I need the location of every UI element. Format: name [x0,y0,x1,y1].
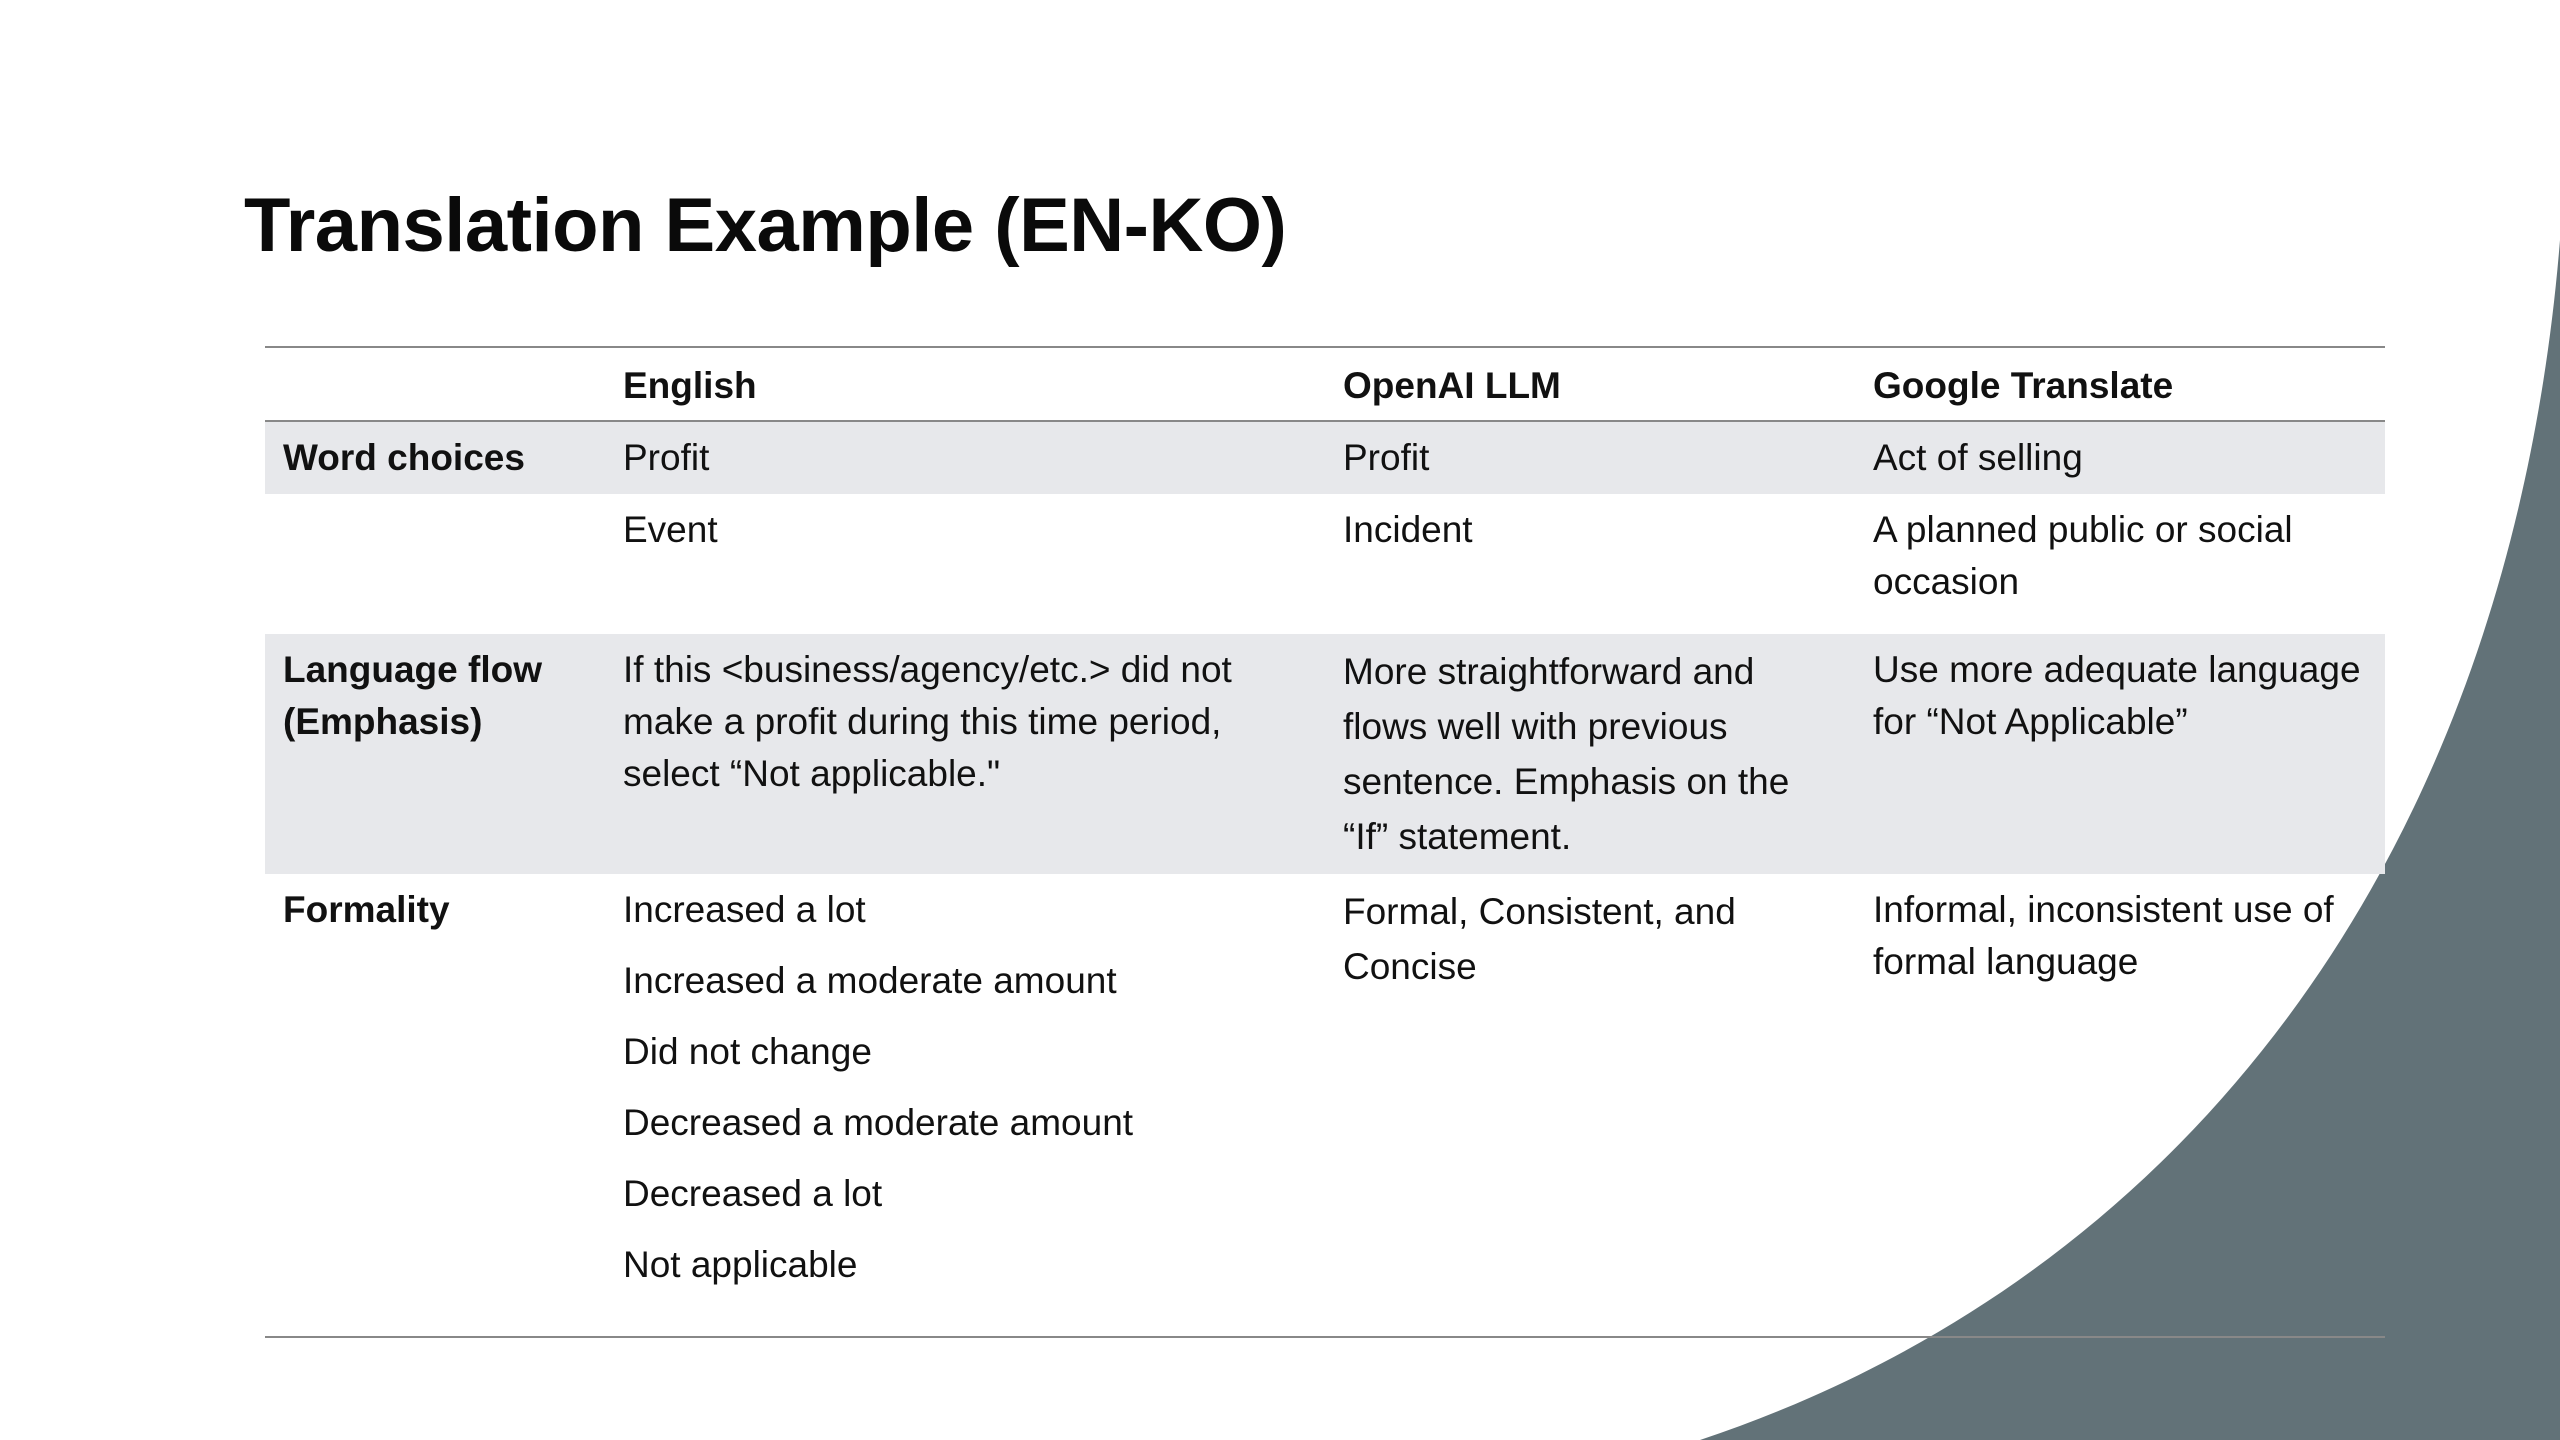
comparison-table-container [265,346,2385,1338]
slide-title: Translation Example (EN-KO) [244,183,1287,268]
cell-google: A planned public or social occasion [1873,509,2293,602]
row-category [265,494,605,634]
cell-english-options [605,874,1325,1301]
table-row [265,874,2385,1301]
header-english: English [605,348,1325,421]
cell-english: If this <business/agency/etc.> did not make a profit during this time period, select “Not applicable." [605,634,1325,874]
answer-option: Not applicable [623,1244,858,1285]
answer-option: Decreased a moderate amount [623,1102,1134,1143]
comparison-table [265,348,2385,1301]
cell-openai: Incident [1343,509,1473,550]
table-row [265,634,2385,874]
cell-english: Profit [605,421,1325,494]
answer-option: Did not change [623,1031,872,1072]
row-category: Language flow (Emphasis) [265,634,605,874]
cell-google: Act of selling [1855,421,2385,494]
header-openai-llm: OpenAI LLM [1325,348,1855,421]
answer-option: Increased a lot [623,889,866,930]
cell-google: Use more adequate language for “Not Applicable” [1855,634,2385,874]
header-google-translate: Google Translate [1855,348,2385,421]
cell-openai: Profit [1325,421,1855,494]
table-row [265,494,2385,634]
row-category: Word choices [265,421,605,494]
cell-english: Event [623,509,718,550]
header-blank [265,348,605,421]
cell-openai: More straightforward and flows well with previous sentence. Emphasis on the “If” statement. [1325,634,1855,874]
cell-openai: Formal, Consistent, and Concise [1343,891,1736,987]
answer-option: Decreased a lot [623,1173,883,1214]
table-row [265,421,2385,494]
cell-google: Informal, inconsistent use of formal language [1873,889,2334,982]
answer-option: Increased a moderate amount [623,960,1117,1001]
table-header-row [265,348,2385,421]
row-category: Formality [283,889,450,930]
